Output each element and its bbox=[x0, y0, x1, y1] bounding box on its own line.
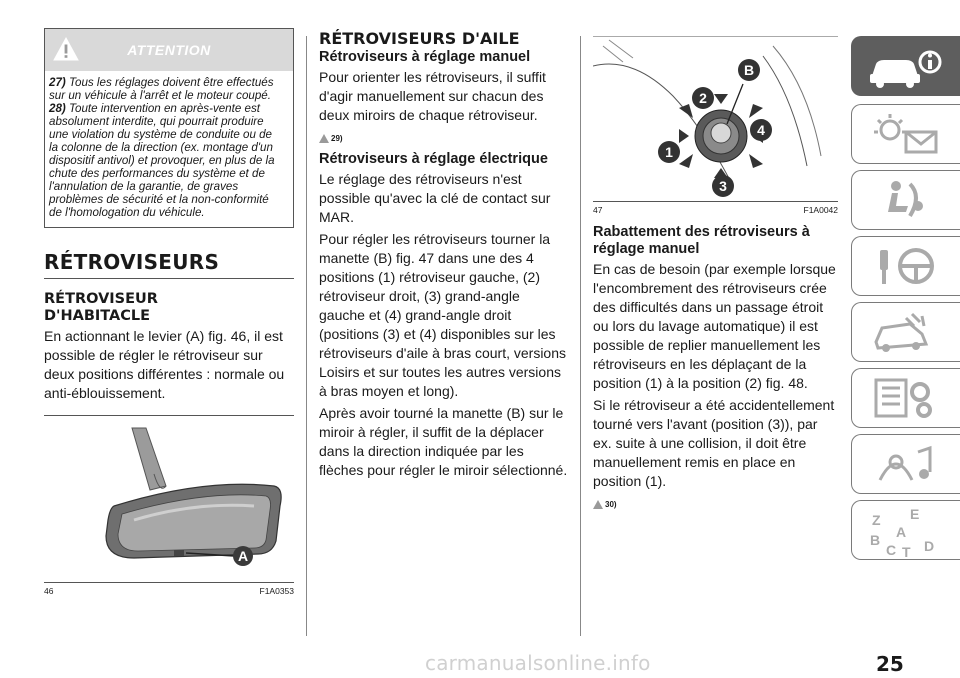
arrow-down-left-icon bbox=[679, 154, 693, 168]
figure-47 bbox=[593, 36, 838, 215]
label-4: 4 bbox=[757, 122, 765, 138]
car-info-icon bbox=[866, 42, 946, 92]
tab-car-info[interactable] bbox=[851, 36, 960, 96]
attention-note: 27) Tous les réglages doivent être effectués sur un véhicule à l'arrêt et le moteur coupé. bbox=[49, 76, 274, 102]
electric-mirrors-text-2: Pour régler les rétroviseurs tourner la manette (B) fig. 47 dans une des 4 positions (1) rétroviseur gauche, (2) rétroviseur droit, (3) grand-angle gauche et (4) grand-angle droit (positions (3) et (4) disponibles sur les rétroviseurs d'aile à bras court, versions Loisirs et sur toutes les autres versions à bras moyen et long). bbox=[319, 231, 566, 399]
label-2: 2 bbox=[699, 90, 707, 106]
svg-text:D: D bbox=[924, 538, 935, 554]
arrow-down-right-icon bbox=[749, 154, 763, 168]
interior-mirror-text: En actionnant le levier (A) fig. 46, il est possible de régler le rétroviseur sur deux positions différentes : normale ou anti-éblouissement. bbox=[44, 328, 285, 401]
svg-text:A: A bbox=[896, 524, 907, 540]
crash-icon bbox=[866, 308, 946, 358]
electric-mirrors-text-1: Le réglage des rétroviseurs n'est possible qu'avec la clé de contact sur MAR. bbox=[319, 171, 551, 225]
folding-heading: Rabattement des rétroviseurs à réglage manuel bbox=[593, 224, 810, 257]
arrow-up-icon bbox=[714, 94, 728, 104]
figure-code: F1A0042 bbox=[803, 205, 838, 215]
column-divider bbox=[580, 36, 581, 636]
figure-number: 47 bbox=[593, 205, 603, 215]
attention-note: 28) Toute intervention en après-vente est absolument interdite, qui pourrait produire une violation du système de conduite ou de la colonne de la direction (ex. montage d'un dispositif antivol) et provoquer, en plus de la chute des performances du système et de l'annulation de la garantie, de graves problèmes de sécurité et la non-conformité de l'homologation du véhicule. bbox=[49, 102, 275, 219]
column-right bbox=[593, 36, 838, 509]
folding-text-2: Si le rétroviseur a été accidentellement tourné vers l'avant (position (3)), par ex. suite à une collision, il doit être manuellement remis en place en position (1). bbox=[593, 397, 835, 489]
index-icon bbox=[866, 503, 946, 559]
label-b: B bbox=[743, 62, 755, 78]
figure-46-caption bbox=[44, 586, 294, 596]
mirror-joystick-illustration bbox=[593, 36, 838, 200]
column-divider bbox=[306, 36, 307, 636]
attention-title: ATTENTION bbox=[127, 42, 211, 58]
tab-starting-driving[interactable] bbox=[851, 236, 960, 296]
figure-46 bbox=[44, 415, 294, 596]
figure-code: F1A0353 bbox=[259, 586, 294, 596]
arrow-up-left-icon bbox=[679, 104, 693, 118]
figure-number: 46 bbox=[44, 586, 54, 596]
note-ref-30: 30) bbox=[593, 493, 838, 509]
arrow-up-right-icon bbox=[749, 104, 763, 118]
column-left bbox=[44, 28, 294, 596]
label-1: 1 bbox=[665, 144, 673, 160]
label-3: 3 bbox=[719, 178, 727, 194]
multimedia-icon bbox=[866, 440, 946, 490]
label-a: A bbox=[237, 548, 249, 564]
svg-text:T: T bbox=[902, 544, 911, 559]
svg-text:Z: Z bbox=[872, 512, 881, 528]
tab-warning-lights[interactable] bbox=[851, 104, 960, 164]
electric-mirrors-heading: Rétroviseurs à réglage électrique bbox=[319, 151, 548, 167]
manual-mirrors-heading: Rétroviseurs à réglage manuel bbox=[319, 49, 531, 65]
watermark: carmanualsonline.info bbox=[425, 651, 651, 675]
note-ref-29: 29) bbox=[319, 127, 569, 143]
interior-mirror-heading: RÉTROVISEUR D'HABITACLE bbox=[44, 291, 158, 324]
tab-index[interactable] bbox=[851, 500, 960, 560]
attention-header bbox=[45, 29, 293, 71]
figure-47-caption bbox=[593, 205, 838, 215]
maintenance-icon bbox=[866, 374, 946, 424]
column-middle bbox=[319, 30, 569, 480]
manual-mirrors-text: Pour orienter les rétroviseurs, il suffit d'agir manuellement sur chacun des deux miroirs de chaque rétroviseur. bbox=[319, 69, 546, 123]
svg-text:E: E bbox=[910, 506, 920, 522]
tab-maintenance[interactable] bbox=[851, 368, 960, 428]
warning-small-icon bbox=[593, 500, 603, 509]
arrow-left-icon bbox=[679, 129, 689, 143]
electric-mirrors-text-3: Après avoir tourné la manette (B) sur le miroir à régler, il suffit de la déplacer dans la direction indiquée par les flèches pour régler le miroir sélectionné. bbox=[319, 405, 568, 478]
svg-text:C: C bbox=[886, 542, 897, 558]
tab-multimedia[interactable] bbox=[851, 434, 960, 494]
section-title: RÉTROVISEURS bbox=[44, 250, 294, 279]
folding-text-1: En cas de besoin (par exemple lorsque l'encombrement des rétroviseurs crée des difficultés dans un passage étroit ou lors du lavage automatique) il est possible de replier manuellement les rétroviseurs en les déplaçant de la position (1) à la position (2) fig. 48. bbox=[593, 261, 836, 391]
wing-mirrors-heading: RÉTROVISEURS D'AILE bbox=[319, 29, 520, 48]
airbag-seat-icon bbox=[866, 176, 946, 226]
tab-safety[interactable] bbox=[851, 170, 960, 230]
svg-text:B: B bbox=[870, 532, 881, 548]
interior-mirror-illustration bbox=[44, 416, 294, 582]
page-number: 25 bbox=[876, 652, 904, 676]
attention-notes bbox=[45, 71, 293, 227]
tab-emergency[interactable] bbox=[851, 302, 960, 362]
warning-small-icon bbox=[319, 134, 329, 143]
warning-lights-icon bbox=[866, 110, 946, 160]
attention-box bbox=[44, 28, 294, 228]
key-steering-icon bbox=[866, 242, 946, 292]
